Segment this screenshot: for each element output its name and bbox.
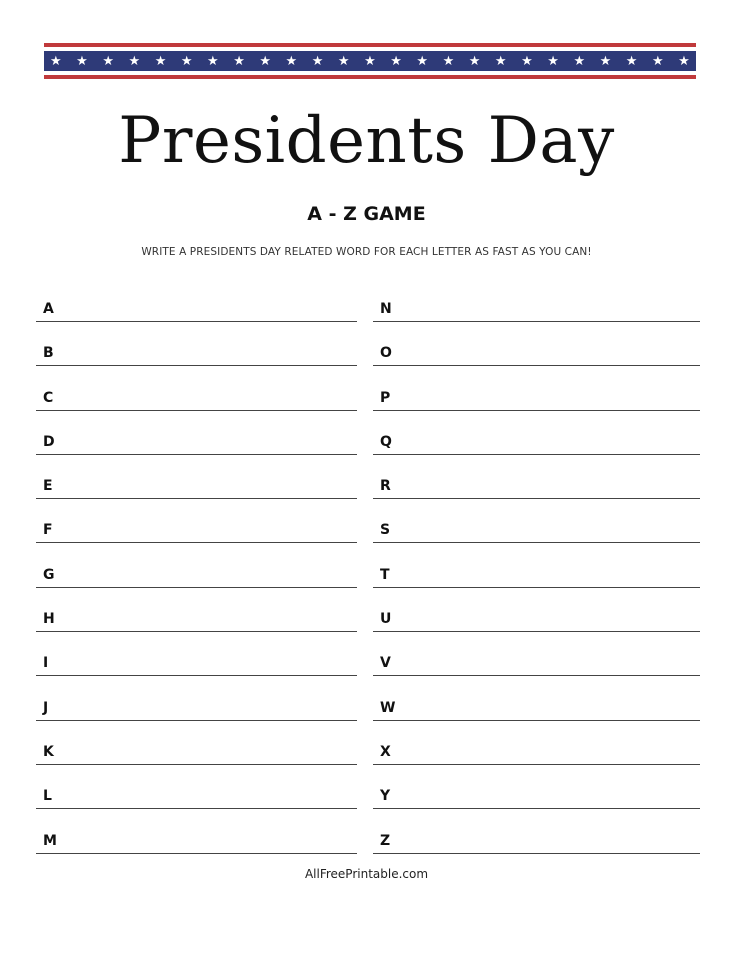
row-letter: S bbox=[380, 522, 391, 539]
letters-column-left bbox=[36, 299, 357, 875]
row-letter: C bbox=[43, 389, 54, 406]
answer-row[interactable] bbox=[36, 742, 357, 786]
row-letter: H bbox=[43, 611, 55, 628]
answer-row[interactable] bbox=[36, 343, 357, 387]
row-letter: J bbox=[43, 699, 49, 716]
star-icon: ★ bbox=[154, 53, 167, 69]
answer-row[interactable] bbox=[373, 698, 700, 742]
answer-row[interactable] bbox=[373, 565, 700, 609]
answer-line[interactable] bbox=[36, 808, 357, 809]
row-letter: O bbox=[380, 345, 392, 362]
answer-line[interactable] bbox=[373, 587, 700, 588]
answer-line[interactable] bbox=[373, 410, 700, 411]
answer-row[interactable] bbox=[36, 476, 357, 520]
star-icon: ★ bbox=[547, 53, 559, 69]
answer-line[interactable] bbox=[373, 454, 700, 455]
answer-line[interactable] bbox=[36, 365, 357, 366]
star-icon: ★ bbox=[102, 53, 114, 69]
page-title: Presidents Day bbox=[118, 104, 615, 178]
answer-row[interactable] bbox=[373, 476, 700, 520]
star-icon: ★ bbox=[573, 53, 586, 69]
row-letter: T bbox=[380, 566, 390, 583]
row-letter: X bbox=[380, 743, 391, 760]
star-icon: ★ bbox=[311, 53, 324, 69]
answer-line[interactable] bbox=[373, 720, 700, 721]
star-icon: ★ bbox=[207, 53, 219, 69]
star-icon: ★ bbox=[468, 53, 481, 69]
answer-row[interactable] bbox=[36, 299, 357, 343]
row-letter: I bbox=[43, 655, 49, 672]
answer-row[interactable] bbox=[373, 343, 700, 387]
answer-row[interactable] bbox=[373, 653, 700, 697]
answer-row[interactable] bbox=[373, 786, 700, 830]
answer-line[interactable] bbox=[36, 321, 357, 322]
footer-credit: AllFreePrintable.com bbox=[304, 867, 429, 881]
answer-line[interactable] bbox=[36, 675, 357, 676]
answer-line[interactable] bbox=[36, 587, 357, 588]
answer-line[interactable] bbox=[373, 365, 700, 366]
answer-row[interactable] bbox=[373, 432, 700, 476]
banner-red-stripe-bottom bbox=[44, 75, 696, 79]
answer-line[interactable] bbox=[36, 764, 357, 765]
row-letter: Q bbox=[380, 433, 392, 450]
answer-row[interactable] bbox=[36, 786, 357, 830]
answer-line[interactable] bbox=[373, 321, 700, 322]
answer-row[interactable] bbox=[36, 388, 357, 432]
star-icon: ★ bbox=[625, 53, 638, 69]
answer-row[interactable] bbox=[36, 432, 357, 476]
star-icon: ★ bbox=[599, 53, 612, 69]
banner-star-band bbox=[44, 51, 696, 71]
star-icon: ★ bbox=[521, 53, 533, 69]
row-letter: P bbox=[380, 389, 391, 406]
star-icon: ★ bbox=[180, 53, 193, 69]
answer-line[interactable] bbox=[373, 808, 700, 809]
star-icon: ★ bbox=[128, 53, 141, 69]
star-icon: ★ bbox=[678, 53, 690, 69]
row-letter: Z bbox=[380, 832, 391, 849]
answer-row[interactable] bbox=[373, 742, 700, 786]
row-letter: M bbox=[43, 832, 57, 849]
row-letter: F bbox=[43, 522, 53, 539]
instructions-text: WRITE A PRESIDENTS DAY RELATED WORD FOR EACH LETTER AS FAST AS YOU CAN! bbox=[141, 246, 592, 258]
star-icon: ★ bbox=[76, 53, 88, 69]
answer-row[interactable] bbox=[36, 609, 357, 653]
row-letter: R bbox=[380, 478, 391, 495]
star-icon: ★ bbox=[442, 53, 455, 69]
star-icon: ★ bbox=[390, 53, 402, 69]
answer-line[interactable] bbox=[36, 631, 357, 632]
answer-line[interactable] bbox=[36, 410, 357, 411]
answer-row[interactable] bbox=[36, 653, 357, 697]
star-icon: ★ bbox=[285, 53, 298, 69]
page-subtitle: A - Z GAME bbox=[307, 203, 426, 225]
star-icon: ★ bbox=[337, 53, 350, 69]
star-icon: ★ bbox=[259, 53, 272, 69]
row-letter: K bbox=[43, 743, 54, 760]
star-icon: ★ bbox=[233, 53, 245, 69]
flag-banner bbox=[44, 43, 696, 79]
star-icon: ★ bbox=[651, 53, 664, 69]
row-letter: E bbox=[43, 478, 53, 495]
star-icon: ★ bbox=[416, 53, 429, 69]
answer-row[interactable] bbox=[373, 388, 700, 432]
answer-line[interactable] bbox=[373, 853, 700, 854]
answer-row[interactable] bbox=[373, 299, 700, 343]
answer-line[interactable] bbox=[373, 764, 700, 765]
letters-column-right bbox=[373, 299, 700, 875]
row-letter: W bbox=[380, 699, 396, 716]
star-icon: ★ bbox=[364, 53, 376, 69]
row-letter: B bbox=[43, 345, 54, 362]
row-letter: Y bbox=[380, 788, 391, 805]
answer-line[interactable] bbox=[36, 454, 357, 455]
star-icon: ★ bbox=[50, 53, 62, 69]
answer-row[interactable] bbox=[373, 520, 700, 564]
row-letter: D bbox=[43, 433, 55, 450]
answer-line[interactable] bbox=[373, 675, 700, 676]
answer-line[interactable] bbox=[36, 720, 357, 721]
row-letter: L bbox=[43, 788, 52, 805]
row-letter: N bbox=[380, 301, 392, 317]
answer-line[interactable] bbox=[36, 853, 357, 854]
row-letter: V bbox=[380, 655, 391, 672]
row-letter: U bbox=[380, 611, 392, 628]
row-letter: A bbox=[43, 301, 54, 317]
row-letter: G bbox=[43, 566, 55, 583]
answer-line[interactable] bbox=[373, 542, 700, 543]
answer-line[interactable] bbox=[373, 498, 700, 499]
answer-line[interactable] bbox=[36, 542, 357, 543]
answer-row[interactable] bbox=[36, 565, 357, 609]
answer-line[interactable] bbox=[373, 631, 700, 632]
answer-row[interactable] bbox=[36, 520, 357, 564]
answer-line[interactable] bbox=[36, 498, 357, 499]
answer-row[interactable] bbox=[373, 609, 700, 653]
star-icon: ★ bbox=[494, 53, 507, 69]
answer-row[interactable] bbox=[36, 698, 357, 742]
banner-red-stripe-top bbox=[44, 43, 696, 47]
